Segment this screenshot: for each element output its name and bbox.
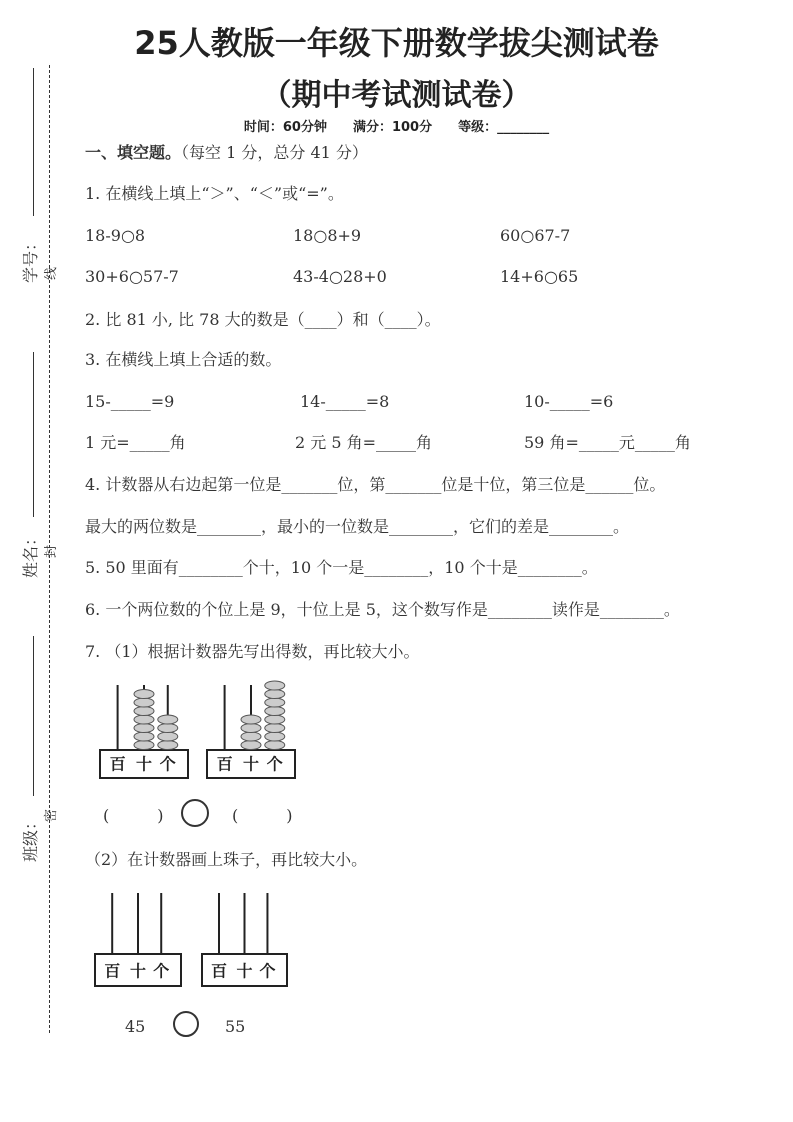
q7-part1: 7. （1）根据计数器先写出得数，再比较大小。 [85, 642, 420, 661]
compare-right-number: 55 [225, 1017, 246, 1036]
q3-item: 14-_____=8 [300, 392, 390, 411]
abacus-bead [265, 690, 285, 699]
abacus-bead [241, 732, 261, 741]
abacus-bead [241, 715, 261, 724]
abacus-place-label: 十 [135, 754, 153, 774]
q1-item: 18-9○8 [85, 226, 146, 245]
abacus-bead [158, 715, 178, 724]
q3-item: 59 角=_____元_____角 [524, 433, 691, 452]
abacus-place-label: 百 [216, 754, 233, 774]
seal-seal-text: 封 [44, 544, 59, 558]
abacus-bead [134, 732, 154, 741]
abacus-place-label: 十 [129, 961, 147, 981]
exam-subtitle: （期中考试测试卷） [261, 78, 532, 113]
abacus-bead [134, 715, 154, 724]
abacus-place-label: 十 [236, 961, 253, 981]
q1-item: 30+6○57-7 [85, 267, 179, 286]
compare-left-number: 45 [125, 1017, 146, 1036]
abacus-place-label: 个 [259, 961, 276, 981]
abacus-bead [265, 724, 285, 733]
student-id-label: 学号： [21, 234, 40, 283]
q5-text: 5. 50 里面有________个十，10 个一是________，10 个十是________。 [85, 558, 598, 577]
abacus-group-1 [90, 680, 310, 780]
abacus-bead [134, 707, 154, 716]
q1-item: 60○67-7 [500, 226, 571, 245]
abacus-bead [158, 724, 178, 733]
abacus-group-2 [90, 890, 290, 990]
answer-paren-right: ( ) [232, 806, 293, 825]
q3-item: 2 元 5 角=_____角 [295, 433, 433, 452]
binding-line [33, 68, 34, 216]
name-label: 姓名： [21, 529, 40, 578]
q6-text: 6. 一个两位数的个位上是 9，十位上是 5，这个数写作是________读作是________。 [85, 600, 680, 619]
binding-line [33, 352, 34, 517]
abacus-bead [241, 741, 261, 750]
exam-title: 25人教版一年级下册数学拔尖测试卷 [134, 24, 659, 62]
q1-item: 14+6○65 [500, 267, 579, 286]
abacus-bead [265, 707, 285, 716]
q1-text: 1. 在横线上填上“＞”、“＜”或“=”。 [85, 184, 344, 203]
q3-item: 10-_____=6 [524, 392, 614, 411]
section-note: （每空 1 分，总分 41 分） [181, 143, 368, 162]
binding-line [33, 636, 34, 796]
abacus-place-label: 个 [153, 961, 170, 981]
q4-line1: 4. 计数器从右边起第一位是_______位，第_______位是十位，第三位是______位。 [85, 475, 666, 494]
abacus-bead [134, 690, 154, 699]
q7-part2: （2）在计数器画上珠子，再比较大小。 [85, 850, 368, 869]
q1-item: 18○8+9 [293, 226, 362, 245]
abacus-bead [158, 732, 178, 741]
compare-circle[interactable] [181, 799, 209, 827]
abacus-place-label: 个 [159, 754, 176, 774]
abacus-bead [241, 724, 261, 733]
section-title: 一、填空题。 [85, 143, 182, 162]
abacus-bead [265, 698, 285, 707]
abacus-bead [134, 724, 154, 733]
compare-circle[interactable] [173, 1011, 199, 1037]
section-heading [85, 143, 368, 163]
q3-text: 3. 在横线上填上合适的数。 [85, 350, 282, 369]
class-label: 班级： [21, 813, 40, 862]
q3-item: 15-_____=9 [85, 392, 175, 411]
q3-item: 1 元=_____角 [85, 433, 186, 452]
abacus-bead [158, 741, 178, 750]
q1-item: 43-4○28+0 [293, 267, 387, 286]
abacus-place-label: 个 [266, 754, 283, 774]
abacus-place-label: 百 [109, 754, 126, 774]
abacus-bead [265, 732, 285, 741]
seal-secret-text: 密 [44, 808, 59, 822]
abacus-place-label: 十 [242, 754, 260, 774]
q2-text: 2. 比 81 小, 比 78 大的数是（____）和（____）。 [85, 310, 441, 329]
abacus-bead [265, 715, 285, 724]
abacus-place-label: 百 [104, 961, 121, 981]
exam-info: 时间：60分钟 满分：100分 等级：________ [243, 120, 550, 135]
abacus-bead [265, 741, 285, 750]
abacus-bead [265, 681, 285, 690]
seal-line-text: 线 [44, 266, 59, 280]
abacus-bead [134, 698, 154, 707]
abacus-place-label: 百 [210, 961, 228, 981]
q4-line2: 最大的两位数是________，最小的一位数是________，它们的差是________。 [85, 517, 630, 536]
answer-paren-left: ( ) [103, 806, 164, 825]
abacus-bead [134, 741, 154, 750]
